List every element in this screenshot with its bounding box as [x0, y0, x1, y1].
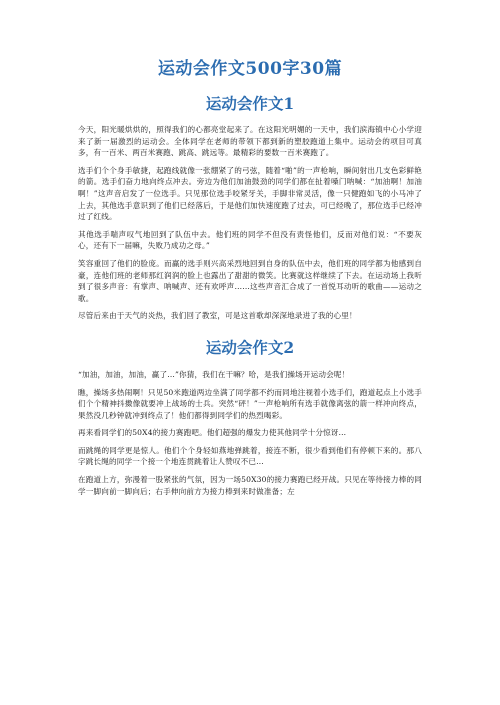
document-page: [0, 58, 500, 705]
paragraph: 瞧，操场多热闹啊！只见50米跑道两边坐满了同学都不约而同地注视着小选手们，跑道起点上小选手们个个精神抖擞像就要冲上战场的士兵。突然“砰！”一声枪响所有选手就像离弦的箭一样冲向终点，果然没几秒钟就冲到终点了！他们都得到同学们的热烈喝彩。: [78, 387, 422, 420]
paragraph: 其他选手喘声叹气地回到了队伍中去。他们班的同学不但没有责怪他们，反而对他们说：“不要灰心，还有下一届嘛，失败乃成功之母。”: [78, 229, 422, 251]
section-heading: 运动会作文1: [205, 94, 295, 113]
paragraph: 再来看同学们的50X4的接力赛跑吧。他们超强的爆发力使其他同学十分惊讶…: [78, 428, 347, 438]
paragraph: 选手们个个身手敏捷，起跑线就像一张绷紧了的弓弦，随着“啪”的一声枪响，瞬间射出几支色彩鲜艳的箭。选手们奋力地向终点冲去。旁边为他们加油鼓劲的同学们都在扯着嗓门呐喊：“加油啊！加油啊！”这声音启发了一位选手。只见那位选手咬紧牙关，手脚非常灵活，像一只健跑如飞的小马冲了上去，其他选手意识到了他们已经落后，于是他们加快速度跑了过去，可已经晚了，那位选手已经冲过了红线。: [78, 165, 422, 222]
paragraph: 而跳绳的同学更是惊人。他们个个身轻如燕地弹跳着，接连不断，很少看到他们有停顿下来的。那八字跳长绳的同学一个接一个地连贯跳着让人赞叹不已…: [78, 445, 422, 467]
section-heading: 运动会作文2: [205, 337, 295, 357]
paragraph: 笑容重回了他们的脸庞。而赢的选手则兴高采烈地回到自身的队伍中去，他们班的同学都为他感到自豪，连他们班的老师那红润润的脸上也露出了甜甜的微笑。比赛就这样继续了下去。在运动场上我听到了很多声音：有掌声、呐喊声、还有欢呼声……这些声音汇合成了一首悦耳动听的歌曲——运动之歌。: [78, 258, 422, 303]
paragraph: 今天，阳光暖烘烘的，照得我们的心都亮堂起来了。在这阳光明媚的一天中，我们滨海镇中心小学迎来了新一届激烈的运动会。全体同学在老师的带领下都到新的塑胶跑道上集中。运动会的项目可真多，有一百米、两百米赛跑、跳高、跳远等。最精彩的要数一百米赛跑了。: [78, 125, 422, 158]
paragraph: “加油，加油，加油，赢了…”你猜，我们在干嘛？哈，是我们操场开运动会呢！: [78, 369, 350, 379]
essay-section-1: [78, 94, 422, 322]
paragraph: 尽管后来由于天气的炎热，我们回了教室，可是这首歌却深深地录进了我的心里！: [78, 311, 357, 321]
document-title: 运动会作文500字30篇: [157, 59, 343, 79]
paragraph: 在跑道上方，弥漫着一股紧张的气氛，因为一场50X30的接力赛跑已经开战。只见在等待接力棒的同学一脚向前一脚向后；右手伸向前方为接力棒到来时做准备；左: [78, 475, 422, 496]
essay-section-2: [78, 338, 422, 497]
